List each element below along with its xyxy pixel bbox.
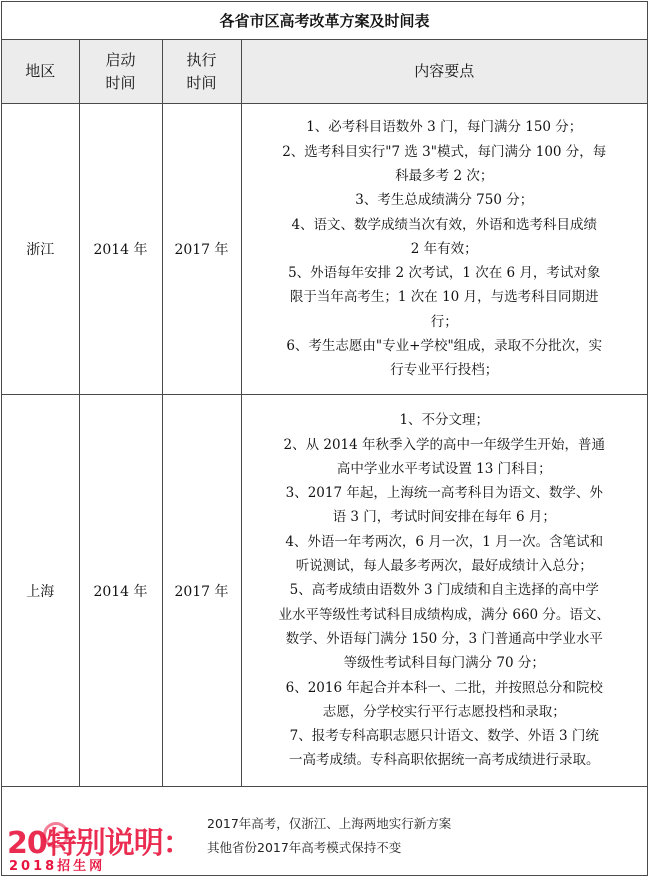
watermark-prefix: 20 [7, 826, 47, 861]
note-text [207, 812, 451, 860]
header-content: 内容要点 [241, 40, 647, 104]
exec-year-cell: 2017 年 [162, 104, 241, 395]
reform-table [2, 40, 647, 787]
content-line: 1、不分文理； [399, 412, 490, 429]
watermark-label-text: 特别说明： [46, 826, 192, 861]
table-row [2, 104, 647, 395]
start-year-cell: 2014 年 [79, 104, 162, 395]
content-line: 科最多考 2 次； [395, 167, 494, 184]
content-line: 7、报考专科高职志愿只计语文、数学、外语 3 门统 [289, 728, 599, 745]
header-start-line2: 时间 [105, 73, 136, 92]
content-line: 6、2016 年起合并本科一、二批，并按照总分和院校 [285, 679, 603, 696]
content-line: 2 年有效； [410, 240, 478, 257]
content-line: 6、考生志愿由"专业+学校"组成，录取不分批次，实 [286, 338, 603, 355]
content-line: 2、从 2014 年秋季入学的高中一年级学生开始，普通 [283, 436, 606, 453]
content-line: 5、外语每年安排 2 次考试，1 次在 6 月，考试对象 [288, 265, 601, 282]
content-line: 数学、外语每门满分 150 分，3 门普通高中学业水平 [285, 630, 603, 647]
special-note [2, 786, 647, 878]
exec-year-cell: 2017 年 [162, 395, 241, 787]
region-cell: 上海 [2, 395, 79, 787]
content-line: 一高考成绩。专科高职依据统一高考成绩进行录取。 [289, 752, 600, 769]
content-line: 听说测试，每人最多考两次，最好成绩计入总分； [295, 558, 593, 575]
header-exec-line2: 时间 [186, 73, 217, 92]
header-start-line1: 启动 [105, 50, 136, 69]
header-exec-line1: 执行 [186, 50, 217, 69]
content-line: 3、考生总成绩满分 750 分； [355, 192, 534, 209]
content-line: 4、语文、数学成绩当次有效，外语和选考科目成绩 [291, 216, 598, 233]
content-line: 行专业平行投档； [390, 362, 499, 379]
header-row [2, 40, 647, 104]
table-row [2, 395, 647, 787]
content-line: 3、2017 年起，上海统一高考科目为语文、数学、外 [285, 485, 603, 502]
content-line: 志愿，分学校实行平行志愿投档和录取； [322, 703, 566, 720]
content-line: 业水平等级性考试科目成绩构成，满分 660 分。语文、 [278, 606, 610, 623]
content-line: 4、外语一年考两次，6 月一次，1 月一次。含笔试和 [285, 533, 604, 550]
content-line: 1、必考科目语数外 3 门，每门满分 150 分； [306, 119, 583, 136]
content-line: 高中学业水平考试设置 13 门科目； [336, 460, 552, 477]
content-line: 限于当年高考生；1 次在 10 月，与选考科目同期进 [289, 289, 599, 306]
content-line: 语 3 门，考试时间安排在每年 6 月； [332, 509, 556, 526]
note-line-1: 2017年高考，仅浙江、上海两地实行新方案 [207, 816, 452, 831]
header-region: 地区 [2, 40, 79, 104]
watermark-site-name: 2018招生网 [9, 859, 106, 874]
content-cell [241, 104, 647, 395]
content-line: 行； [430, 313, 458, 330]
region-cell: 浙江 [2, 104, 79, 395]
site-watermark [7, 818, 197, 876]
content-cell [241, 395, 647, 787]
content-line: 等级性考试科目每门满分 70 分； [343, 655, 545, 672]
note-line-2: 其他省份2017年高考模式保持不变 [207, 840, 402, 855]
table-title: 各省市区高考改革方案及时间表 [2, 2, 647, 40]
start-year-cell: 2014 年 [79, 395, 162, 787]
document-frame [1, 1, 648, 876]
content-line: 5、高考成绩由语数外 3 门成绩和自主选择的高中学 [289, 582, 599, 599]
header-exec-time [162, 40, 241, 104]
header-start-time [79, 40, 162, 104]
content-line: 2、选考科目实行"7 选 3"模式，每门满分 100 分，每 [282, 143, 607, 160]
